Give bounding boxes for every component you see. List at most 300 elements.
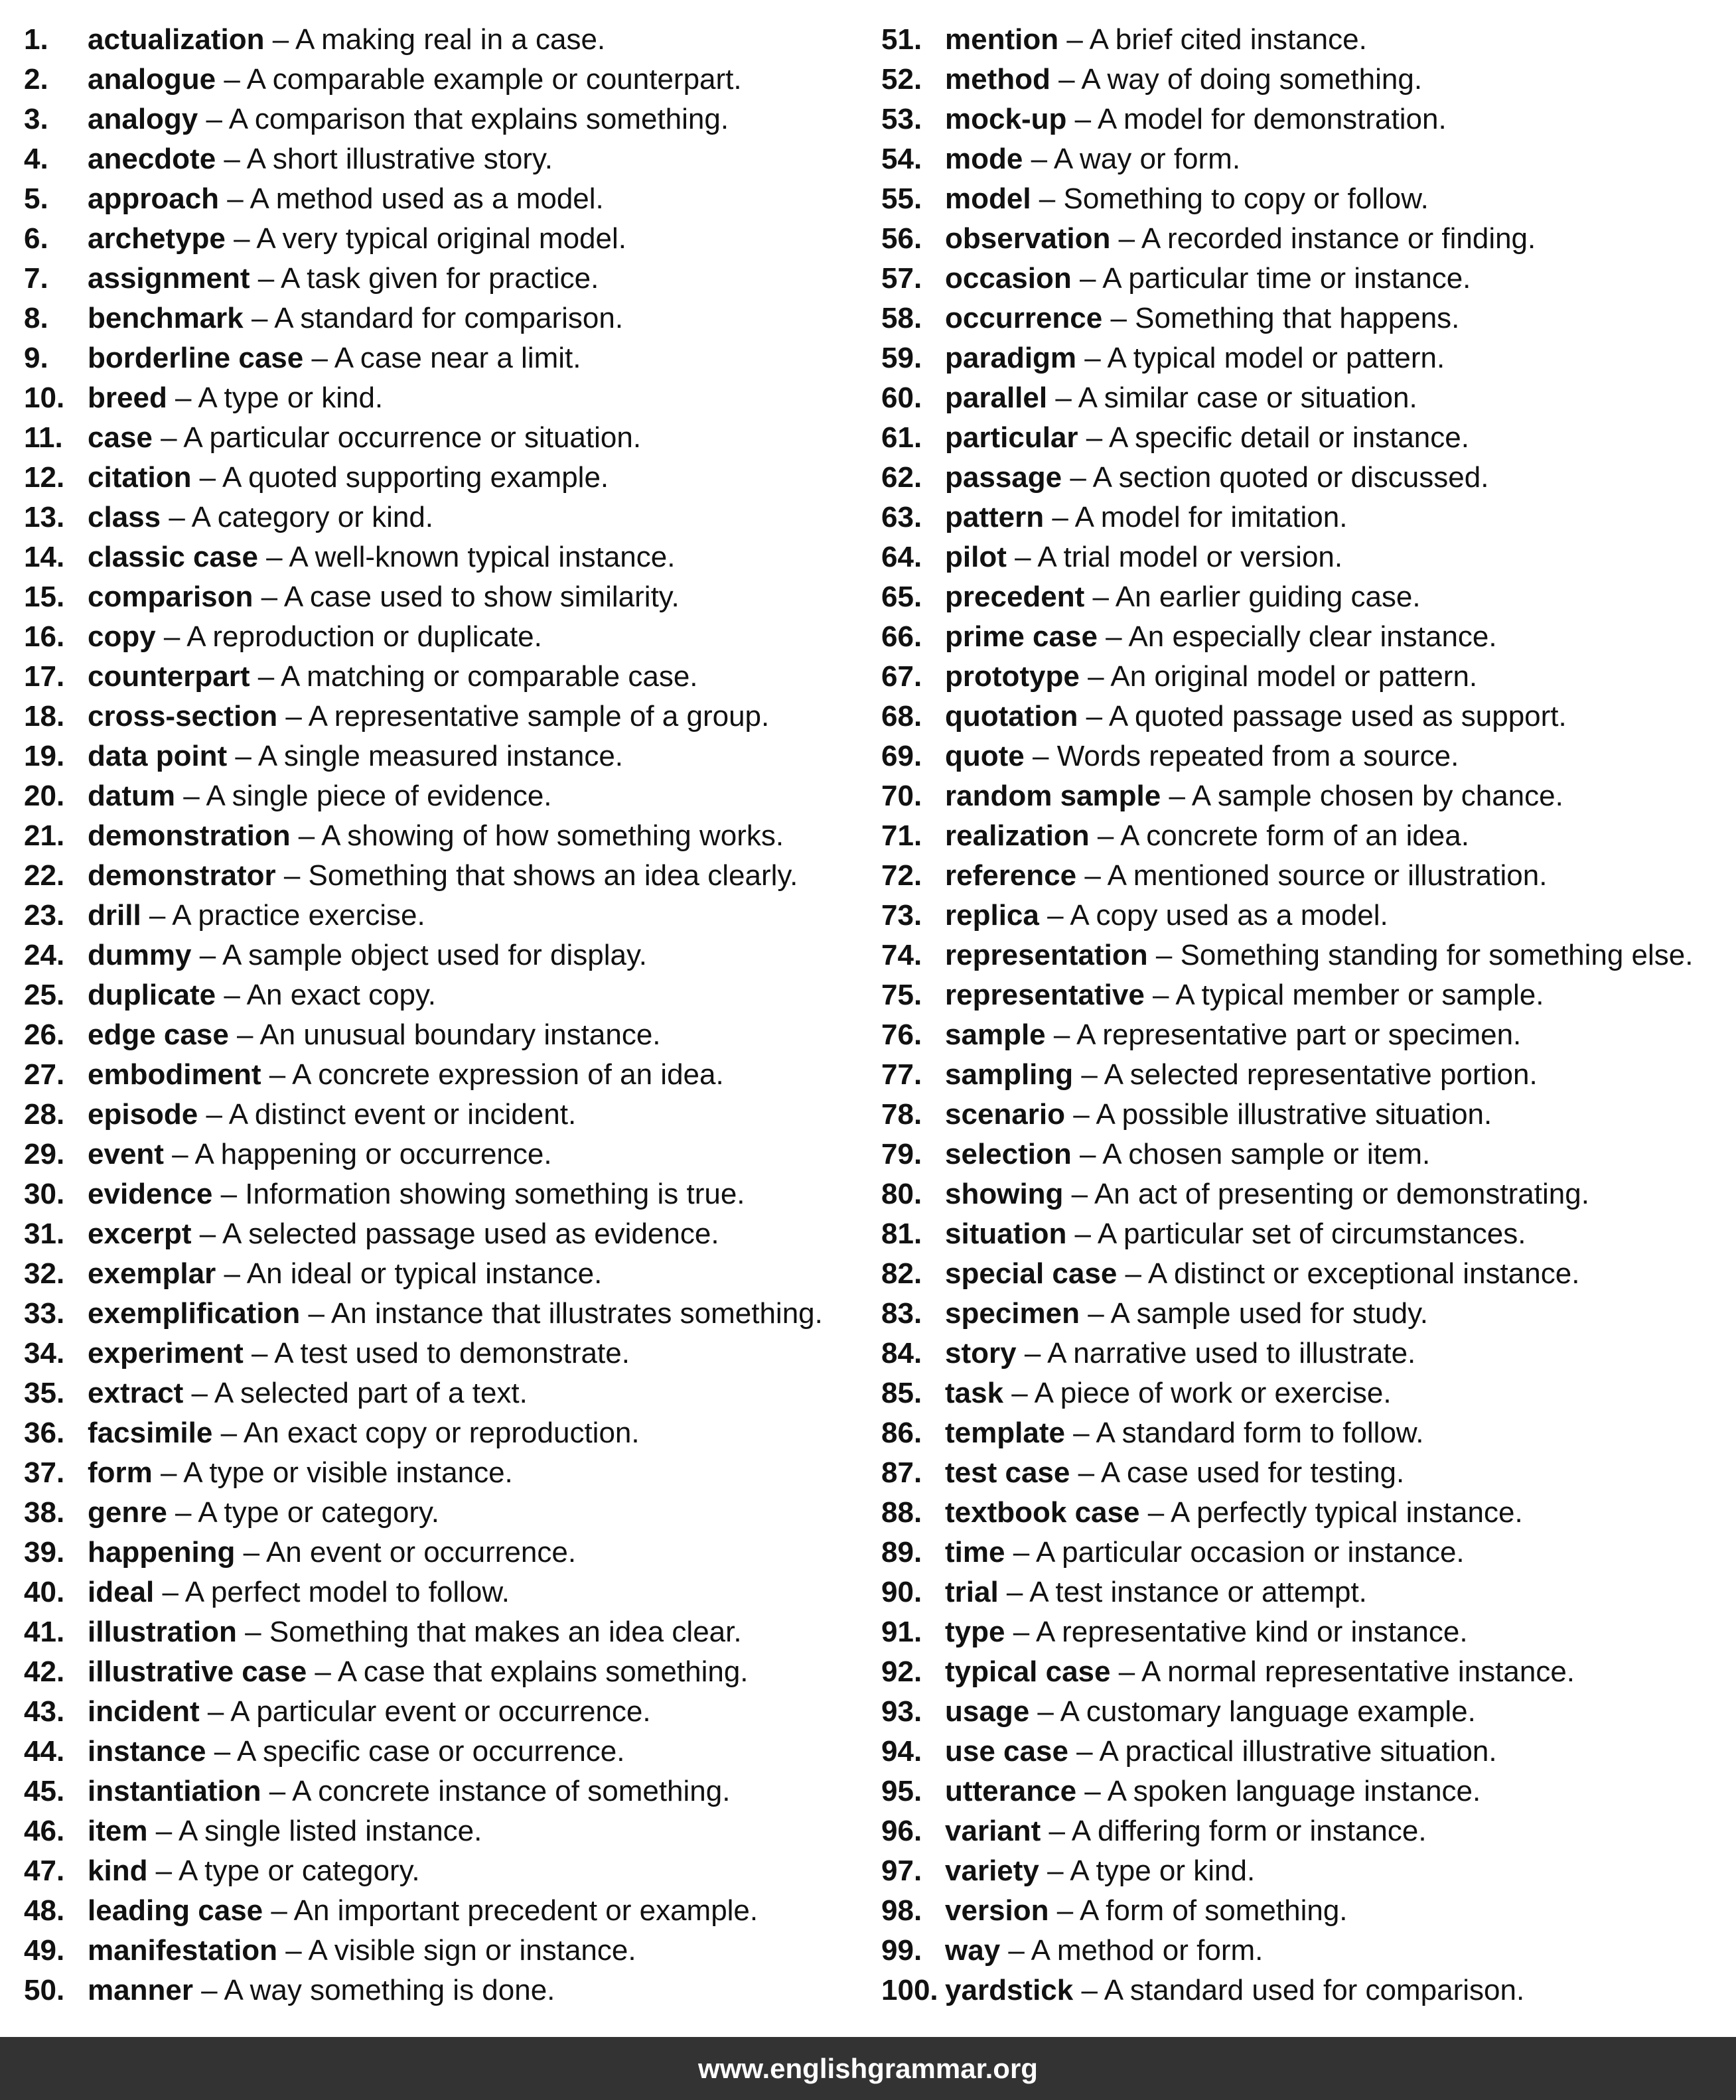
list-item	[24, 657, 860, 697]
item-word: use case	[945, 1735, 1068, 1768]
item-definition: A way something is done.	[224, 1974, 555, 2006]
item-separator: –	[261, 1058, 293, 1091]
item-word: instantiation	[88, 1775, 261, 1807]
item-definition: An especially clear instance.	[1128, 620, 1497, 653]
item-separator: –	[175, 780, 206, 812]
item-word: illustrative case	[88, 1655, 307, 1688]
item-number: 92.	[881, 1655, 922, 1688]
list-item	[24, 1174, 860, 1214]
item-word: instance	[88, 1735, 206, 1768]
item-number: 38.	[24, 1496, 65, 1529]
item-definition: A making real in a case.	[295, 23, 606, 56]
left-column	[24, 20, 860, 2010]
item-word: comparison	[88, 581, 253, 613]
item-separator: –	[235, 1536, 266, 1569]
item-separator: –	[147, 1855, 179, 1887]
list-item	[24, 1254, 860, 1294]
item-separator: –	[228, 1018, 260, 1051]
list-item	[881, 60, 1731, 100]
item-word: particular	[945, 421, 1078, 454]
list-item	[24, 498, 860, 537]
item-separator: –	[1073, 1058, 1104, 1091]
item-definition: A comparison that explains something.	[228, 103, 729, 135]
list-item	[24, 1533, 860, 1573]
item-number: 13.	[24, 501, 65, 533]
item-number: 14.	[24, 541, 65, 573]
item-definition: A typical member or sample.	[1175, 979, 1544, 1011]
item-separator: –	[1016, 1337, 1048, 1369]
item-word: drill	[88, 899, 141, 932]
item-definition: A happening or occurrence.	[194, 1138, 552, 1170]
item-word: ideal	[88, 1576, 155, 1608]
item-word: experiment	[88, 1337, 244, 1369]
item-number: 19.	[24, 740, 65, 772]
item-number: 51.	[881, 23, 922, 56]
list-item	[881, 1612, 1731, 1652]
item-separator: –	[1000, 1934, 1031, 1967]
list-item	[881, 1811, 1731, 1851]
list-item	[24, 1772, 860, 1811]
item-number: 20.	[24, 780, 65, 812]
item-separator: –	[1029, 1695, 1060, 1728]
item-separator: –	[163, 1138, 195, 1170]
list-item	[881, 1851, 1731, 1891]
list-item	[881, 259, 1731, 299]
item-number: 88.	[881, 1496, 922, 1529]
item-number: 64.	[881, 541, 922, 573]
item-separator: –	[1071, 262, 1103, 295]
item-number: 54.	[881, 143, 922, 175]
list-item	[881, 1373, 1731, 1413]
item-word: edge case	[88, 1018, 229, 1051]
item-definition: A case that explains something.	[337, 1655, 749, 1688]
item-word: copy	[88, 620, 156, 653]
item-separator: –	[277, 1934, 309, 1967]
item-number: 52.	[881, 63, 922, 96]
item-number: 2.	[24, 63, 48, 96]
item-definition: A type or category.	[178, 1855, 420, 1887]
item-definition: A type or kind.	[198, 382, 384, 414]
item-separator: –	[236, 1616, 269, 1648]
item-number: 66.	[881, 620, 922, 653]
item-number: 40.	[24, 1576, 65, 1608]
item-word: demonstrator	[88, 859, 276, 892]
item-number: 53.	[881, 103, 922, 135]
item-word: version	[945, 1894, 1049, 1927]
item-word: manifestation	[88, 1934, 278, 1967]
list-item	[881, 1135, 1731, 1174]
list-item	[24, 1692, 860, 1732]
item-word: anecdote	[88, 143, 216, 175]
item-separator: –	[1062, 461, 1093, 494]
item-number: 10.	[24, 382, 65, 414]
item-separator: –	[1039, 1855, 1070, 1887]
item-word: specimen	[945, 1297, 1080, 1330]
list-item	[24, 1851, 860, 1891]
list-item	[24, 338, 860, 378]
list-item	[24, 936, 860, 975]
item-definition: An act of presenting or demonstrating.	[1094, 1178, 1589, 1210]
item-definition: A standard form to follow.	[1096, 1417, 1424, 1449]
item-definition: A sample object used for display.	[222, 939, 647, 971]
item-definition: Something that happens.	[1135, 302, 1460, 334]
item-number: 31.	[24, 1218, 65, 1250]
item-word: yardstick	[945, 1974, 1074, 2006]
item-definition: A category or kind.	[191, 501, 434, 533]
list-item	[881, 1095, 1731, 1135]
item-separator: –	[1031, 182, 1064, 215]
list-item	[24, 60, 860, 100]
item-separator: –	[277, 700, 309, 733]
item-definition: A case used for testing.	[1100, 1456, 1405, 1489]
list-item	[24, 1971, 860, 2010]
list-item	[24, 219, 860, 259]
item-separator: –	[1024, 740, 1057, 772]
item-number: 34.	[24, 1337, 65, 1369]
item-word: demonstration	[88, 819, 291, 852]
item-definition: A case near a limit.	[334, 342, 581, 374]
list-item	[881, 577, 1731, 617]
item-separator: –	[1089, 819, 1121, 852]
item-word: embodiment	[88, 1058, 261, 1091]
item-definition: A well-known typical instance.	[289, 541, 676, 573]
item-number: 6.	[24, 222, 48, 255]
item-word: reference	[945, 859, 1077, 892]
item-separator: –	[290, 819, 322, 852]
list-item	[24, 378, 860, 418]
item-number: 62.	[881, 461, 922, 494]
list-item	[881, 736, 1731, 776]
item-number: 44.	[24, 1735, 65, 1768]
item-word: selection	[945, 1138, 1072, 1170]
item-word: situation	[945, 1218, 1067, 1250]
item-separator: –	[1078, 700, 1109, 733]
item-definition: A similar case or situation.	[1078, 382, 1417, 414]
item-separator: –	[1079, 1297, 1111, 1330]
item-separator: –	[257, 541, 289, 573]
item-definition: An exact copy.	[246, 979, 436, 1011]
item-separator: –	[243, 302, 275, 334]
item-word: precedent	[945, 581, 1085, 613]
item-separator: –	[250, 262, 281, 295]
item-definition: A representative sample of a group.	[308, 700, 770, 733]
item-number: 84.	[881, 1337, 922, 1369]
item-separator: –	[216, 63, 247, 96]
item-word: story	[945, 1337, 1017, 1369]
list-item	[24, 1493, 860, 1533]
list-item	[24, 179, 860, 219]
item-word: sample	[945, 1018, 1046, 1051]
item-word: template	[945, 1417, 1065, 1449]
list-item	[24, 1811, 860, 1851]
item-definition: Words repeated from a source.	[1056, 740, 1459, 772]
item-definition: An unusual boundary instance.	[259, 1018, 661, 1051]
item-definition: A quoted passage used as support.	[1108, 700, 1567, 733]
item-number: 27.	[24, 1058, 65, 1091]
item-definition: A very typical original model.	[256, 222, 626, 255]
item-definition: Information showing something is true.	[245, 1178, 745, 1210]
item-number: 85.	[881, 1377, 922, 1409]
list-item	[881, 1891, 1731, 1931]
item-number: 23.	[24, 899, 65, 932]
list-item	[24, 1135, 860, 1174]
list-item	[881, 1174, 1731, 1214]
list-item	[24, 1015, 860, 1055]
list-item	[881, 20, 1731, 60]
item-definition: A chosen sample or item.	[1102, 1138, 1431, 1170]
item-word: task	[945, 1377, 1004, 1409]
item-definition: Something that makes an idea clear.	[269, 1616, 742, 1648]
item-word: method	[945, 63, 1050, 96]
item-definition: A practical illustrative situation.	[1099, 1735, 1497, 1768]
item-number: 9.	[24, 342, 48, 374]
item-definition: An instance that illustrates something.	[330, 1297, 823, 1330]
item-definition: An important precedent or example.	[293, 1894, 759, 1927]
item-separator: –	[1064, 1417, 1096, 1449]
item-number: 78.	[881, 1098, 922, 1131]
item-number: 69.	[881, 740, 922, 772]
item-number: 100.	[881, 1974, 938, 2006]
list-item	[24, 697, 860, 736]
item-separator: –	[1039, 899, 1070, 932]
list-item	[881, 1214, 1731, 1254]
item-word: parallel	[945, 382, 1048, 414]
item-word: passage	[945, 461, 1062, 494]
item-number: 59.	[881, 342, 922, 374]
item-word: benchmark	[88, 302, 244, 334]
item-number: 33.	[24, 1297, 65, 1330]
item-definition: A particular occasion or instance.	[1035, 1536, 1465, 1569]
item-definition: A way or form.	[1053, 143, 1241, 175]
item-separator: –	[141, 899, 173, 932]
item-definition: A model for imitation.	[1074, 501, 1348, 533]
list-item	[24, 736, 860, 776]
item-number: 55.	[881, 182, 922, 215]
item-definition: A narrative used to illustrate.	[1047, 1337, 1416, 1369]
item-number: 56.	[881, 222, 922, 255]
item-separator: –	[261, 1775, 293, 1807]
item-number: 58.	[881, 302, 922, 334]
list-item	[24, 418, 860, 458]
item-word: exemplification	[88, 1297, 301, 1330]
item-separator: –	[1117, 1257, 1148, 1290]
item-word: special case	[945, 1257, 1118, 1290]
item-separator: –	[1161, 780, 1192, 812]
item-number: 63.	[881, 501, 922, 533]
item-definition: A mentioned source or illustration.	[1107, 859, 1548, 892]
item-number: 15.	[24, 581, 65, 613]
item-definition: A piece of work or exercise.	[1034, 1377, 1392, 1409]
item-definition: A recorded instance or finding.	[1141, 222, 1536, 255]
item-number: 47.	[24, 1855, 65, 1887]
item-number: 50.	[24, 1974, 65, 2006]
item-separator: –	[1049, 1894, 1080, 1927]
list-item	[24, 1732, 860, 1772]
item-definition: A reproduction or duplicate.	[186, 620, 542, 653]
item-word: happening	[88, 1536, 236, 1569]
item-separator: –	[147, 1815, 179, 1847]
item-separator: –	[199, 1695, 231, 1728]
item-separator: –	[1102, 302, 1135, 334]
list-item	[24, 896, 860, 936]
item-separator: –	[1076, 342, 1108, 374]
item-word: analogy	[88, 103, 198, 135]
item-definition: A copy used as a model.	[1070, 899, 1388, 932]
list-item	[881, 498, 1731, 537]
item-word: class	[88, 501, 161, 533]
list-item	[24, 1931, 860, 1971]
item-definition: A standard used for comparison.	[1104, 1974, 1525, 2006]
item-definition: A specific detail or instance.	[1109, 421, 1469, 454]
item-number: 96.	[881, 1815, 922, 1847]
list-item	[24, 1573, 860, 1612]
item-separator: –	[1068, 1735, 1100, 1768]
item-separator: –	[1144, 979, 1176, 1011]
item-word: item	[88, 1815, 148, 1847]
item-number: 17.	[24, 660, 65, 693]
item-word: occasion	[945, 262, 1072, 295]
item-word: mention	[945, 23, 1059, 56]
item-separator: –	[1006, 541, 1038, 573]
item-word: quotation	[945, 700, 1078, 733]
item-number: 1.	[24, 23, 48, 56]
item-word: pilot	[945, 541, 1007, 573]
item-separator: –	[1097, 620, 1129, 653]
list-item	[24, 1214, 860, 1254]
item-definition: A selected representative portion.	[1104, 1058, 1538, 1091]
item-number: 86.	[881, 1417, 922, 1449]
item-number: 32.	[24, 1257, 65, 1290]
item-separator: –	[1064, 1098, 1096, 1131]
item-word: variant	[945, 1815, 1041, 1847]
item-separator: –	[1005, 1536, 1036, 1569]
item-word: representative	[945, 979, 1145, 1011]
item-number: 99.	[881, 1934, 922, 1967]
item-number: 77.	[881, 1058, 922, 1091]
item-word: mode	[945, 143, 1023, 175]
item-word: incident	[88, 1695, 200, 1728]
footer-bar	[0, 2037, 1736, 2100]
list-item	[24, 1334, 860, 1373]
item-word: paradigm	[945, 342, 1077, 374]
item-number: 5.	[24, 182, 48, 215]
item-separator: –	[303, 342, 334, 374]
item-definition: A particular event or occurrence.	[230, 1695, 651, 1728]
item-number: 3.	[24, 103, 48, 135]
item-word: episode	[88, 1098, 198, 1131]
item-separator: –	[300, 1297, 331, 1330]
list-item	[881, 1732, 1731, 1772]
item-definition: A section quoted or discussed.	[1092, 461, 1489, 494]
item-separator: –	[216, 1257, 247, 1290]
item-number: 22.	[24, 859, 65, 892]
item-word: event	[88, 1138, 164, 1170]
list-item	[24, 1612, 860, 1652]
item-separator: –	[227, 740, 258, 772]
item-number: 60.	[881, 382, 922, 414]
item-definition: A quoted supporting example.	[222, 461, 609, 494]
item-word: model	[945, 182, 1031, 215]
item-separator: –	[161, 501, 192, 533]
item-definition: An original model or pattern.	[1110, 660, 1478, 693]
list-item	[881, 1493, 1731, 1533]
item-separator: –	[152, 1456, 184, 1489]
item-word: test case	[945, 1456, 1070, 1489]
item-number: 91.	[881, 1616, 922, 1648]
item-number: 18.	[24, 700, 65, 733]
item-number: 82.	[881, 1257, 922, 1290]
item-definition: A matching or comparable case.	[280, 660, 698, 693]
item-definition: Something to copy or follow.	[1063, 182, 1429, 215]
list-item	[24, 1373, 860, 1413]
item-separator: –	[1110, 1655, 1141, 1688]
item-number: 80.	[881, 1178, 922, 1210]
item-definition: An ideal or typical instance.	[246, 1257, 603, 1290]
list-item	[24, 1891, 860, 1931]
item-number: 89.	[881, 1536, 922, 1569]
item-word: variety	[945, 1855, 1039, 1887]
item-separator: –	[206, 1735, 238, 1768]
item-number: 26.	[24, 1018, 65, 1051]
item-word: data point	[88, 740, 228, 772]
list-item	[881, 378, 1731, 418]
list-item	[24, 299, 860, 338]
item-separator: –	[253, 581, 284, 613]
item-definition: A selected passage used as evidence.	[222, 1218, 719, 1250]
item-definition: An exact copy or reproduction.	[243, 1417, 640, 1449]
item-number: 48.	[24, 1894, 65, 1927]
item-word: manner	[88, 1974, 193, 2006]
item-word: borderline case	[88, 342, 304, 374]
item-definition: A particular occurrence or situation.	[183, 421, 642, 454]
item-word: breed	[88, 382, 167, 414]
item-definition: A type or kind.	[1070, 1855, 1256, 1887]
item-word: trial	[945, 1576, 999, 1608]
item-word: sampling	[945, 1058, 1074, 1091]
item-number: 42.	[24, 1655, 65, 1688]
item-number: 35.	[24, 1377, 65, 1409]
list-item	[881, 896, 1731, 936]
item-word: excerpt	[88, 1218, 192, 1250]
item-number: 93.	[881, 1695, 922, 1728]
item-word: facsimile	[88, 1417, 213, 1449]
list-item	[881, 776, 1731, 816]
right-column	[881, 20, 1731, 2010]
item-word: duplicate	[88, 979, 216, 1011]
item-word: assignment	[88, 262, 250, 295]
list-item	[881, 139, 1731, 179]
list-item	[881, 219, 1731, 259]
item-definition: A test used to demonstrate.	[274, 1337, 630, 1369]
list-item	[881, 1772, 1731, 1811]
item-definition: A concrete instance of something.	[292, 1775, 731, 1807]
item-definition: A task given for practice.	[281, 262, 599, 295]
item-separator: –	[1047, 382, 1078, 414]
footer-url[interactable]: www.englishgrammar.org	[698, 2052, 1038, 2084]
item-number: 12.	[24, 461, 65, 494]
list-item	[881, 617, 1731, 657]
item-word: actualization	[88, 23, 265, 56]
item-word: case	[88, 421, 153, 454]
item-number: 73.	[881, 899, 922, 932]
item-separator: –	[1071, 1138, 1103, 1170]
item-word: time	[945, 1536, 1005, 1569]
item-separator: –	[191, 461, 222, 494]
list-item	[24, 1453, 860, 1493]
item-separator: –	[152, 421, 184, 454]
item-separator: –	[192, 1974, 224, 2006]
item-separator: –	[1147, 939, 1181, 971]
